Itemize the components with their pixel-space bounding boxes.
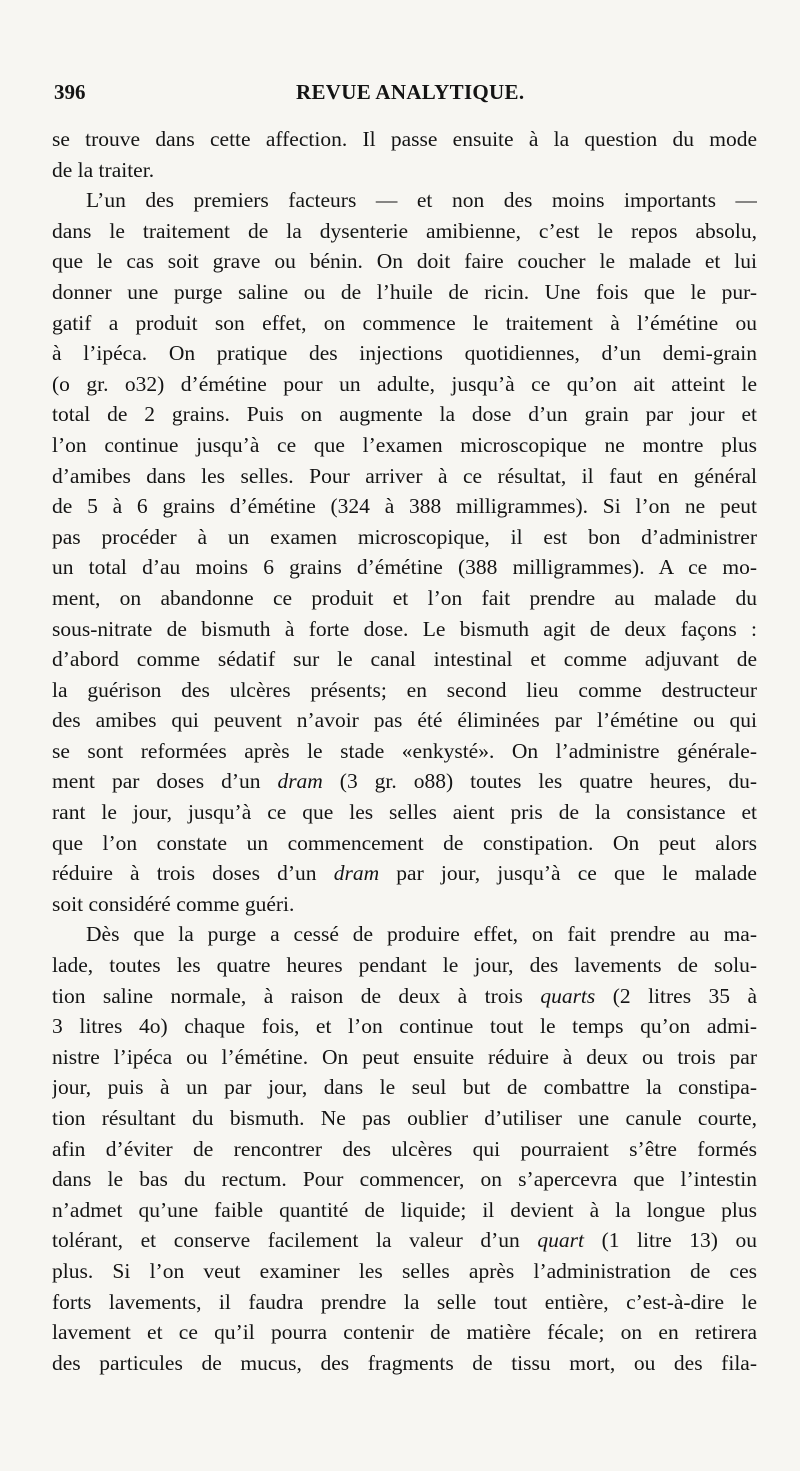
text-line: d’abord comme sédatif sur le canal intestinal et comme adjuvant de — [52, 647, 757, 672]
text-span: tolérant, et conserve facilement la valeur d’un — [52, 1228, 538, 1253]
text-line: à l’ipéca. On pratique des injections quotidiennes, d’un demi-grain — [52, 341, 757, 366]
text-line: dans le bas du rectum. Pour commencer, on s’apercevra que l’intestin — [52, 1167, 757, 1192]
text-line: rant le jour, jusqu’à ce que les selles aient pris de la consistance et — [52, 800, 757, 825]
text-line: pas procéder à un examen microscopique, il est bon d’administrer — [52, 524, 757, 549]
text-line: dans le traitement de la dysenterie amibienne, c’est le repos absolu, — [52, 218, 757, 243]
page-number: 396 — [54, 80, 86, 104]
text-line: de la traiter. — [52, 157, 155, 182]
text-line: jour, puis à un par jour, dans le seul but de combattre la constipa- — [52, 1075, 757, 1100]
text-line: que l’on constate un commencement de constipation. On peut alors — [52, 830, 757, 855]
text-line: gatif a produit son effet, on commence le traitement à l’émétine ou — [52, 310, 757, 335]
text-line: ment, on abandonne ce produit et l’on fait prendre au malade du — [52, 585, 757, 610]
text-line: se trouve dans cette affection. Il passe ensuite à la question du mode — [52, 127, 757, 151]
text-span: ment par doses d’un — [52, 769, 278, 794]
text-line: se sont reformées après le stade «enkysté». On l’administre générale- — [52, 738, 757, 763]
text-line: sous-nitrate de bismuth à forte dose. Le bismuth agit de deux façons : — [52, 616, 757, 641]
text-line: tion résultant du bismuth. Ne pas oublier d’utiliser une canule courte, — [52, 1106, 757, 1130]
text-line: Dès que la purge a cessé de produire effet, on fait prendre au ma- — [86, 922, 757, 947]
text-span: (1 litre 13) ou — [583, 1228, 757, 1253]
text-line: soit considéré comme guéri. — [52, 891, 295, 916]
text-line: n’admet qu’une faible quantité de liquide; il devient à la longue plus — [52, 1197, 757, 1222]
text-line — [52, 1225, 757, 1256]
text-line: de 5 à 6 grains d’émétine (324 à 388 milligrammes). Si l’on ne peut — [52, 494, 757, 519]
text-line: donner une purge saline ou de l’huile de ricin. Une fois que le pur- — [52, 279, 757, 304]
text-line: des amibes qui peuvent n’avoir pas été éliminées par l’émétine ou qui — [52, 708, 757, 733]
text-line: 3 litres 4o) chaque fois, et l’on continue tout le temps qu’on admi- — [52, 1014, 757, 1039]
article-body — [52, 124, 757, 1378]
text-line — [52, 981, 757, 1012]
text-line: l’on continue jusqu’à ce que l’examen microscopique ne montre plus — [52, 432, 757, 457]
italic-term: quarts — [540, 983, 596, 1008]
text-line: la guérison des ulcères présents; en second lieu comme destructeur — [52, 677, 757, 702]
text-span: (3 gr. o88) toutes les quatre heures, du- — [322, 769, 757, 794]
text-line: un total d’au moins 6 grains d’émétine (388 milligrammes). A ce mo- — [52, 555, 757, 580]
text-line: lade, toutes les quatre heures pendant le jour, des lavements de solu- — [52, 953, 757, 978]
text-line: plus. Si l’on veut examiner les selles après l’administration de ces — [52, 1258, 757, 1283]
italic-term: dram — [333, 861, 380, 886]
text-line: lavement et ce qu’il pourra contenir de matière fécale; on en retirera — [52, 1320, 757, 1345]
text-line: afin d’éviter de rencontrer des ulcères qui pourraient s’être formés — [52, 1136, 757, 1161]
text-line — [52, 858, 757, 889]
text-span: réduire à trois doses d’un — [52, 861, 334, 886]
text-line: nistre l’ipéca ou l’émétine. On peut ensuite réduire à deux ou trois par — [52, 1044, 757, 1069]
text-line: que le cas soit grave ou bénin. On doit faire coucher le malade et lui — [52, 249, 757, 274]
text-line: total de 2 grains. Puis on augmente la dose d’un grain par jour et — [52, 402, 757, 427]
text-line: des particules de mucus, des fragments de tissu mort, ou des fila- — [52, 1350, 757, 1375]
text-span: (2 litres 35 à — [595, 983, 757, 1008]
italic-term: dram — [277, 769, 323, 794]
text-line: (o gr. o32) d’émétine pour un adulte, jusqu’à ce qu’on ait atteint le — [52, 371, 757, 396]
running-title: REVUE ANALYTIQUE. — [296, 80, 525, 104]
page-header — [48, 80, 768, 110]
text-line: d’amibes dans les selles. Pour arriver à ce résultat, il faut en général — [52, 463, 757, 488]
italic-term: quart — [537, 1228, 584, 1253]
text-line: forts lavements, il faudra prendre la selle tout entière, c’est-à-dire le — [52, 1289, 757, 1314]
text-span: tion saline normale, à raison de deux à trois — [52, 983, 541, 1008]
text-line — [52, 766, 757, 797]
text-span: par jour, jusqu’à ce que le malade — [379, 861, 757, 886]
text-line: L’un des premiers facteurs — et non des moins importants — — [86, 188, 757, 213]
